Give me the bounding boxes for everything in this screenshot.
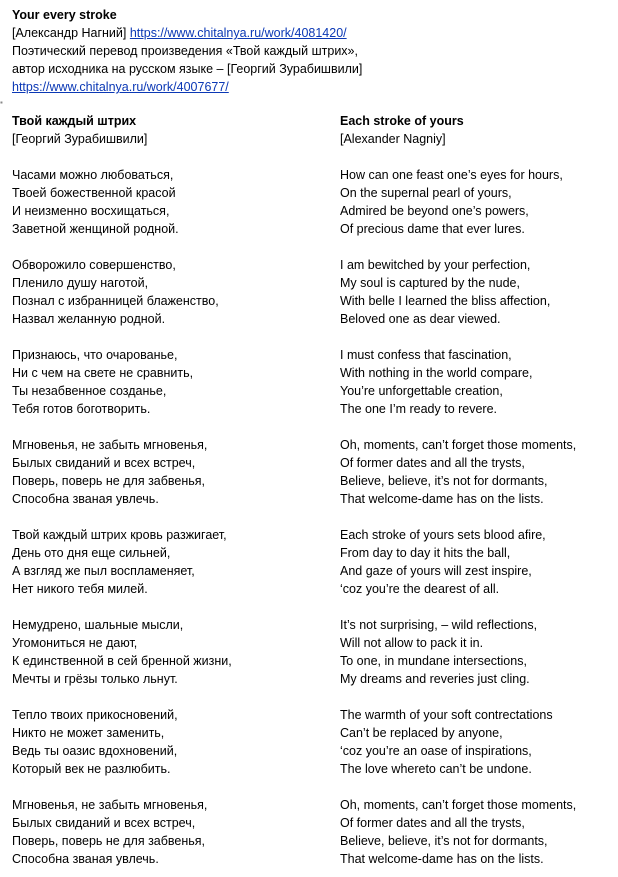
verse-line: With belle I learned the bliss affection, xyxy=(340,294,551,308)
verse-line: Который век не разлюбить. xyxy=(12,762,171,776)
verse-line: Мгновенья, не забыть мгновенья, xyxy=(12,798,208,812)
verse-line: ‘coz you’re an oase of inspirations, xyxy=(340,744,532,758)
verse-line: That welcome-dame has on the lists. xyxy=(340,852,544,866)
verse-line: ‘coz you’re the dearest of all. xyxy=(340,582,500,596)
verse-line: My soul is captured by the nude, xyxy=(340,276,520,290)
verse-line: Can’t be replaced by anyone, xyxy=(340,726,503,740)
left-stanza xyxy=(12,256,312,328)
verse-line: Believe, believe, it’s not for dormants, xyxy=(340,474,548,488)
left-stanza xyxy=(12,166,312,238)
right-stanza xyxy=(340,526,610,598)
paragraph-mark-icon: ▪ xyxy=(0,98,3,107)
verse-line: Тебя готов боготворить. xyxy=(12,402,151,416)
verse-line: Тепло твоих прикосновений, xyxy=(12,708,178,722)
verse-line: To one, in mundane intersections, xyxy=(340,654,527,668)
verse-line: How can one feast one’s eyes for hours, xyxy=(340,168,563,182)
description-line: Поэтический перевод произведения «Твой каждый штрих», xyxy=(12,44,358,58)
verse-line: Admired be beyond one’s powers, xyxy=(340,204,529,218)
verse-line: The love whereto can’t be undone. xyxy=(340,762,532,776)
verse-line: Пленило душу наготой, xyxy=(12,276,149,290)
verse-line: День ото дня еще сильней, xyxy=(12,546,171,560)
verse-line: Немудрено, шальные мысли, xyxy=(12,618,184,632)
verse-line: Никто не может заменить, xyxy=(12,726,165,740)
verse-line: And gaze of yours will zest inspire, xyxy=(340,564,532,578)
verse-line: Нет никого тебя милей. xyxy=(12,582,148,596)
verse-line: Ведь ты оазис вдохновений, xyxy=(12,744,178,758)
right-stanza xyxy=(340,796,610,868)
verse-line: Of former dates and all the trysts, xyxy=(340,816,525,830)
original-poem-title: Твой каждый штрих xyxy=(12,114,137,128)
verse-line: Угомониться не дают, xyxy=(12,636,138,650)
right-stanza xyxy=(340,166,610,238)
right-stanza xyxy=(340,256,610,328)
verse-line: Ни с чем на свете не сравнить, xyxy=(12,366,194,380)
verse-line: Былых свиданий и всех встреч, xyxy=(12,456,196,470)
verse-line: I am bewitched by your perfection, xyxy=(340,258,531,272)
doc-title: Your every stroke xyxy=(12,8,117,22)
verse-line: И неизменно восхищаться, xyxy=(12,204,170,218)
verse-line: With nothing in the world compare, xyxy=(340,366,533,380)
verse-line: Believe, believe, it’s not for dormants, xyxy=(340,834,548,848)
left-stanza xyxy=(12,616,312,688)
verse-line: The one I’m ready to revere. xyxy=(340,402,498,416)
translator-line xyxy=(12,24,362,42)
verse-line: Will not allow to pack it in. xyxy=(340,636,484,650)
original-poem-column xyxy=(12,112,312,868)
verse-line: That welcome-dame has on the lists. xyxy=(340,492,544,506)
original-poem-author: [Георгий Зурабишвили] xyxy=(12,132,148,146)
verse-line: Назвал желанную родной. xyxy=(12,312,166,326)
document-header xyxy=(12,6,362,96)
right-stanza xyxy=(340,616,610,688)
verse-line: Мгновенья, не забыть мгновенья, xyxy=(12,438,208,452)
verse-line: Поверь, поверь не для забвенья, xyxy=(12,474,206,488)
translation-poem-title: Each stroke of yours xyxy=(340,114,464,128)
verse-line: It’s not surprising, – wild reflections, xyxy=(340,618,538,632)
verse-line: Oh, moments, can’t forget those moments, xyxy=(340,438,577,452)
verse-line: On the supernal pearl of yours, xyxy=(340,186,512,200)
left-stanza xyxy=(12,796,312,868)
left-stanza xyxy=(12,526,312,598)
translation-link[interactable]: https://www.chitalnya.ru/work/4081420/ xyxy=(129,26,347,40)
left-stanza xyxy=(12,436,312,508)
translator-name: [Александр Нагний] xyxy=(12,26,127,40)
verse-line: Oh, moments, can’t forget those moments, xyxy=(340,798,577,812)
original-link[interactable]: https://www.chitalnya.ru/work/4007677/ xyxy=(12,80,229,94)
verse-line: Часами можно любоваться, xyxy=(12,168,174,182)
right-stanza xyxy=(340,436,610,508)
left-stanza xyxy=(12,706,312,778)
verse-line: Ты незабвенное созданье, xyxy=(12,384,167,398)
verse-line: Мечты и грёзы только льнут. xyxy=(12,672,178,686)
right-stanza xyxy=(340,346,610,418)
verse-line: Обворожило совершенство, xyxy=(12,258,176,272)
verse-line: The warmth of your soft contrectations xyxy=(340,708,553,722)
verse-line: Способна званая увлечь. xyxy=(12,492,159,506)
verse-line: Познал с избранницей блаженство, xyxy=(12,294,219,308)
verse-line: Beloved one as dear viewed. xyxy=(340,312,501,326)
verse-line: Each stroke of yours sets blood afire, xyxy=(340,528,546,542)
verse-line: А взгляд же пыл воспламеняет, xyxy=(12,564,195,578)
verse-line: Of precious dame that ever lures. xyxy=(340,222,525,236)
translation-poem-author: [Alexander Nagniy] xyxy=(340,132,446,146)
verse-line: Твой каждый штрих кровь разжигает, xyxy=(12,528,227,542)
verse-line: Способна званая увлечь. xyxy=(12,852,159,866)
verse-line: You’re unforgettable creation, xyxy=(340,384,503,398)
translation-poem-column xyxy=(340,112,610,868)
original-author-line: автор исходника на русском языке – [Георгий Зурабишвили] xyxy=(12,62,363,76)
verse-line: My dreams and reveries just cling. xyxy=(340,672,530,686)
verse-line: I must confess that fascination, xyxy=(340,348,512,362)
verse-line: К единственной в сей бренной жизни, xyxy=(12,654,232,668)
verse-line: Заветной женщиной родной. xyxy=(12,222,179,236)
right-stanza xyxy=(340,706,610,778)
verse-line: From day to day it hits the ball, xyxy=(340,546,511,560)
verse-line: Of former dates and all the trysts, xyxy=(340,456,525,470)
verse-line: Былых свиданий и всех встреч, xyxy=(12,816,196,830)
verse-line: Поверь, поверь не для забвенья, xyxy=(12,834,206,848)
left-stanza xyxy=(12,346,312,418)
verse-line: Признаюсь, что очарованье, xyxy=(12,348,178,362)
verse-line: Твоей божественной красой xyxy=(12,186,176,200)
